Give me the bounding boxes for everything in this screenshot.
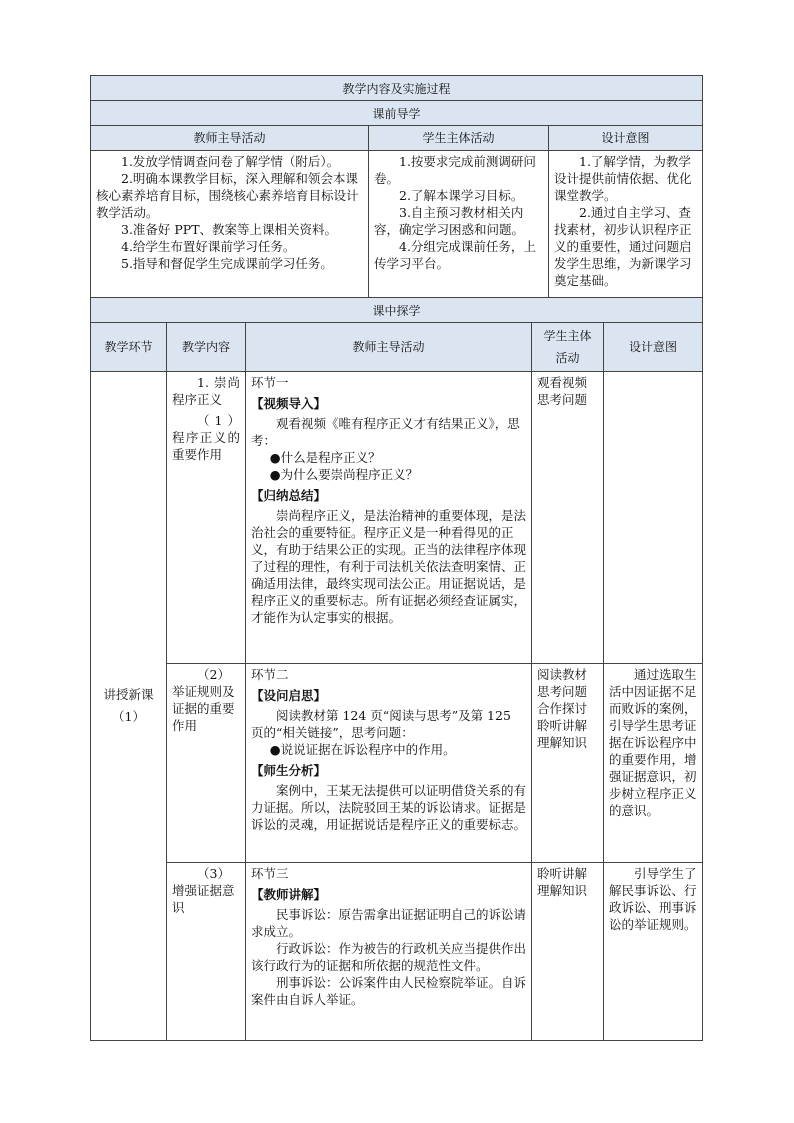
- student-activity-cell: [531, 371, 604, 664]
- content-subtitle: （1）程序正义的重要作用: [172, 413, 240, 462]
- list-item: 3.准备好 PPT、教案等上课相关资料。: [121, 222, 338, 237]
- list-item: 2.通过自主学习、查找素材，初步认识程序正义的重要性，通过问题启发学生思维，为新课学习奠定基础。: [554, 205, 692, 288]
- content-title: （3）增强证据意识: [172, 866, 235, 915]
- student-activity-cell: [531, 663, 604, 863]
- list-item: 4.分组完成课前任务，上传学习平台。: [374, 239, 536, 271]
- bullet-item: ●说说证据在诉讼程序中的作用。: [269, 742, 456, 757]
- list-item: 5.指导和督促学生完成课前学习任务。: [121, 256, 333, 271]
- paragraph: 刑事诉讼：公诉案件由人民检察院举证。自诉案件由自诉人举证。: [251, 975, 527, 1007]
- table-row: [166, 663, 246, 863]
- header-student: 学生主体活动: [531, 322, 604, 372]
- header-design-intent: 设计意图: [548, 125, 703, 151]
- paragraph: 观看视频《唯有程序正义才有结果正义》，思考：: [251, 416, 520, 448]
- content-title: 1. 崇尚程序正义: [172, 375, 240, 407]
- paragraph: 行政诉讼：作为被告的行政机关应当提供作出该行政行为的证据和所依据的规范性文件。: [251, 941, 527, 973]
- student-activity-text: 聆听讲解理解知识: [537, 866, 588, 898]
- step-label: 环节二: [251, 667, 289, 682]
- student-activity-cell: [531, 862, 604, 1041]
- pre-class-student-cell: [368, 150, 549, 298]
- list-item: 3.自主预习教材相关内容，确定学习困惑和问题。: [374, 205, 525, 237]
- header-teacher: 教师主导活动: [245, 322, 532, 372]
- content-title: （2）举证规则及证据的重要作用: [172, 667, 235, 733]
- header-intent: 设计意图: [603, 322, 703, 372]
- design-intent-text: 通过选取生活中因证据不足而败诉的案例，引导学生思考证据在诉讼程序中的重要作用，增强证据意识，初步树立程序正义的意识。: [609, 667, 697, 818]
- bullet-item: ●什么是程序正义？: [269, 450, 381, 465]
- list-item: 1.按要求完成前测调研问卷。: [374, 154, 536, 186]
- step-label: 环节三: [251, 866, 289, 881]
- paragraph: 案例中，王某无法提供可以证明借贷关系的有力证据。所以，法院驳回王某的诉讼请求。证据是诉讼的灵魂，用证据说话是程序正义的重要标志。: [251, 783, 527, 832]
- paragraph: 民事诉讼：原告需拿出证据证明自己的诉讼请求成立。: [251, 907, 527, 939]
- list-item: 2.了解本课学习目标。: [399, 188, 524, 203]
- tag-label: 【师生分析】: [251, 763, 327, 778]
- pre-class-intent-cell: [548, 150, 703, 298]
- table-title: 教学内容及实施过程: [90, 75, 703, 101]
- design-intent-cell: [603, 371, 703, 664]
- tag-label: 【设问启思】: [251, 688, 327, 703]
- list-item: 4.给学生布置好课前学习任务。: [121, 239, 296, 254]
- section-pre-class: 课前导学: [90, 100, 703, 126]
- stage-cell: [90, 371, 167, 1041]
- tag-label: 【视频导入】: [251, 396, 327, 411]
- pre-class-teacher-cell: [90, 150, 369, 298]
- paragraph: 阅读教材第 124 页“阅读与思考”及第 125 页的“相关链接”，思考问题：: [251, 708, 511, 740]
- design-intent-text: 引导学生了解民事诉讼、行政诉讼、刑事诉讼的举证规则。: [609, 866, 697, 932]
- section-in-class: 课中探学: [90, 297, 703, 323]
- table-row: [166, 862, 246, 1041]
- design-intent-cell: [603, 663, 703, 863]
- table-row: [166, 371, 246, 664]
- header-stage: 教学环节: [90, 322, 167, 372]
- stage-label: 讲授新课（1）: [103, 687, 154, 724]
- header-teacher-activity: 教师主导活动: [90, 125, 369, 151]
- tag-label: 【教师讲解】: [251, 887, 327, 902]
- step-label: 环节一: [251, 375, 289, 390]
- list-item: 2.明确本课教学目标，深入理解和领会本课核心素养培育目标，围绕核心素养培育目标设计教学活动。: [96, 171, 359, 220]
- teacher-activity-cell: [245, 371, 532, 664]
- header-content: 教学内容: [166, 322, 246, 372]
- list-item: 1.发放学情调查问卷了解学情（附后）。: [121, 154, 340, 169]
- student-activity-text: 阅读教材思考问题合作探讨聆听讲解理解知识: [537, 667, 588, 750]
- teacher-activity-cell: [245, 862, 532, 1041]
- design-intent-cell: [603, 862, 703, 1041]
- list-item: 1.了解学情，为教学设计提供前情依据、优化课堂教学。: [554, 154, 692, 203]
- header-student-activity: 学生主体活动: [368, 125, 549, 151]
- student-activity-text: 观看视频思考问题: [537, 375, 588, 407]
- bullet-item: ●为什么要崇尚程序正义？: [269, 467, 419, 482]
- paragraph: 崇尚程序正义，是法治精神的重要体现，是法治社会的重要特征。程序正义是一种看得见的正义，有助于结果公正的实现。正当的法律程序体现了过程的理性，有利于司法机关依法查明案情、正确适用法律，最终实现司法公正。用证据说话，是程序正义的重要标志。所有证据必须经查证属实，才能作为认定事实的根据。: [251, 508, 527, 625]
- tag-label: 【归纳总结】: [251, 488, 327, 503]
- teacher-activity-cell: [245, 663, 532, 863]
